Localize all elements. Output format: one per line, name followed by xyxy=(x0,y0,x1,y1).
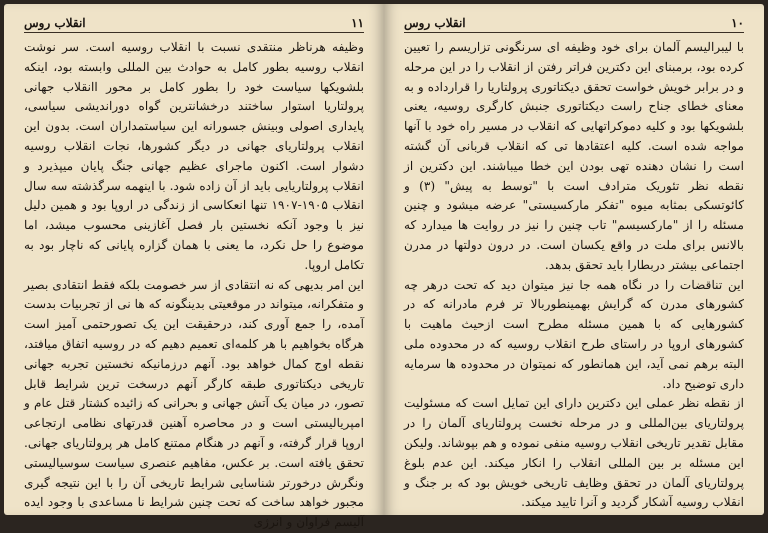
paragraph: وظیفه هرناظر منتقدی نسبت با انقلاب روسیه است. سر نوشت انقلاب روسیه بطور کامل به حوادث بین المللی وابسته بود، اینکه بلشویکها سیاست خود را بطور کامل بر محور اانقلاب جهانی پرولتاریا استوار ساختند درخشانترین گواه دوراندیشی سیاسی، پایداری اصولی وبینش جسورانه این سیاستمداران است. بدون این انقلاب پرولتاریای جهانی در دیگر کشورها، نجات انقلاب روسیه دشوار است. اکنون ماجرای عظیم جهانی جنگ پایان میپذیرد و انقلاب پرولتاریایی باید از آن زاده شود. با اینهمه سرگذشته سه سال انقلاب ۱۹۰۵-۱۹۰۷ تنها انعکاسی از زندگی در اروپا بود و همین دلیل نیز با وجود آنکه نخستین بار فصل آغازینی محسوب میشد، اما موضوع را حل نکرد، ما یعنی با همان گزاره پایانی که ناچار بود به تکامل اروپا. xyxy=(24,40,364,272)
running-head: انقلاب روس xyxy=(404,16,466,30)
left-page xyxy=(4,4,384,530)
paragraph: این امر بدیهی که نه انتقادی از سر خصومت بلکه فقط انتقادی بصیر و متفکرانه، میتواند در موقعیتی بدینگونه که ها نی از تجربیات بدست آمده، را جمع آوری کند، درحقیقت این یک تصورحتمی آمیز است هرگاه بخواهیم با هر کلمه‌ای تعمیم دهیم که در روسیه اتفاق میافتد، نقطه اوج کمال خواهد بود. آنهم درزمانیکه نخستین تجربه جهانی تاریخی دیکتاتوری طبقه کارگر آنهم درسخت ترین شرایط قابل تصور، در میان یک آتش جهانی و بحرانی که زائیده کشتار قتل عام و امپریالیستی است و در محاصره آهنین قدرتهای نظامی ارتجاعی اروپا قرار گرفته، و آنهم در هنگام ممتنع کامل هر پرولتاریای جهانی. تحقق یافته است. بر عکس، مفاهیم عنصری سیاست سوسیالیستی ونگرش درخورتر شناسایی شرایط تاریخی آن را با این نتیجه گیری مجبور خواهد ساخت که تحت چنین شرایط نا مساعدی با وجود ایده آلیسم فراوان و انرژی xyxy=(24,277,364,530)
paragraph: از نقطه نظر عملی این دکترین دارای این تمایل است که مسئولیت پرولتاریای بین‌المللی و در مرحله نخست پرولتاریای آلمان را در مقابل تقدیر تاریخی انقلاب روسیه منفی نموده و هم بپوشاند. ولیکن این مسئله بر بین المللی انقلاب را انکار میکند. این عدم بلوغ پرولتاریای آلمان در تحقق وظایف تاریخی خویش بود که بر جنگ و انقلاب روسیه آشکار گردید و آنرا تایید میکند. xyxy=(404,396,744,510)
page-body xyxy=(24,38,364,533)
page-number: ۱۱ xyxy=(351,16,364,30)
page-header xyxy=(404,14,744,33)
page-number: ۱۰ xyxy=(731,16,744,30)
running-head: انقلاب روس xyxy=(24,16,86,30)
page-header xyxy=(24,14,364,33)
book-spread xyxy=(4,4,764,530)
paragraph: این تناقضات را در نگاه همه جا نیز میتوان دید که تحت درهر چه کشورهای مدرن که گرایش بهمینطوربالا تر فرم مادرانه که در کشورهایی که با همین مسئله مطرح است ازحیث ماهیت با کشورهای اروپا در راستای طرح انقلاب روسیه که در محدوده ملی البته برهم نمی آید، این همانطور که نمیتوان در محدوده ها سرمایه داری توضیح داد. xyxy=(404,277,744,391)
right-page xyxy=(384,4,764,515)
paragraph: با لیبرالیسم آلمان برای خود وظیفه ای سرنگونی تزاریسم را تعیین کرده بود، برمبنای این دکترین فراتر رفتن از انقلاب را در این مرحله و در برابر خویش خواست تحقق دیکتاتوری پرولتاریا را قرارداده و به معنای خطای جناح راست دیکتاتوری جنبش کارگری روسیه، یعنی بلشویکها بود و کلیه دموکراتهایی که انقلاب در مسیر راه خود با آنها مواجه شده است. کلیه اعتقادها تی که انقلاب قربانی آن گشته است را نشان دهنده تهی بودن این خطا میباشند. این دکترین از نقطه نظر تئوریک مترادف است با "توسط به پیش" (۳) و کائوتسکی بمثابه میوه "تفکر مارکسیستی" عرضه میشود و چنین مسئله را از "مارکسیسم" تاب چنین را نیز در روایت ها میدارد که بالانس برای ملت در واقع یکسان است. در درون دولتها در مدرن اجتماعی بیشتر دربطارا باید تحقق بدهد. xyxy=(404,40,745,272)
page-body xyxy=(404,38,744,513)
